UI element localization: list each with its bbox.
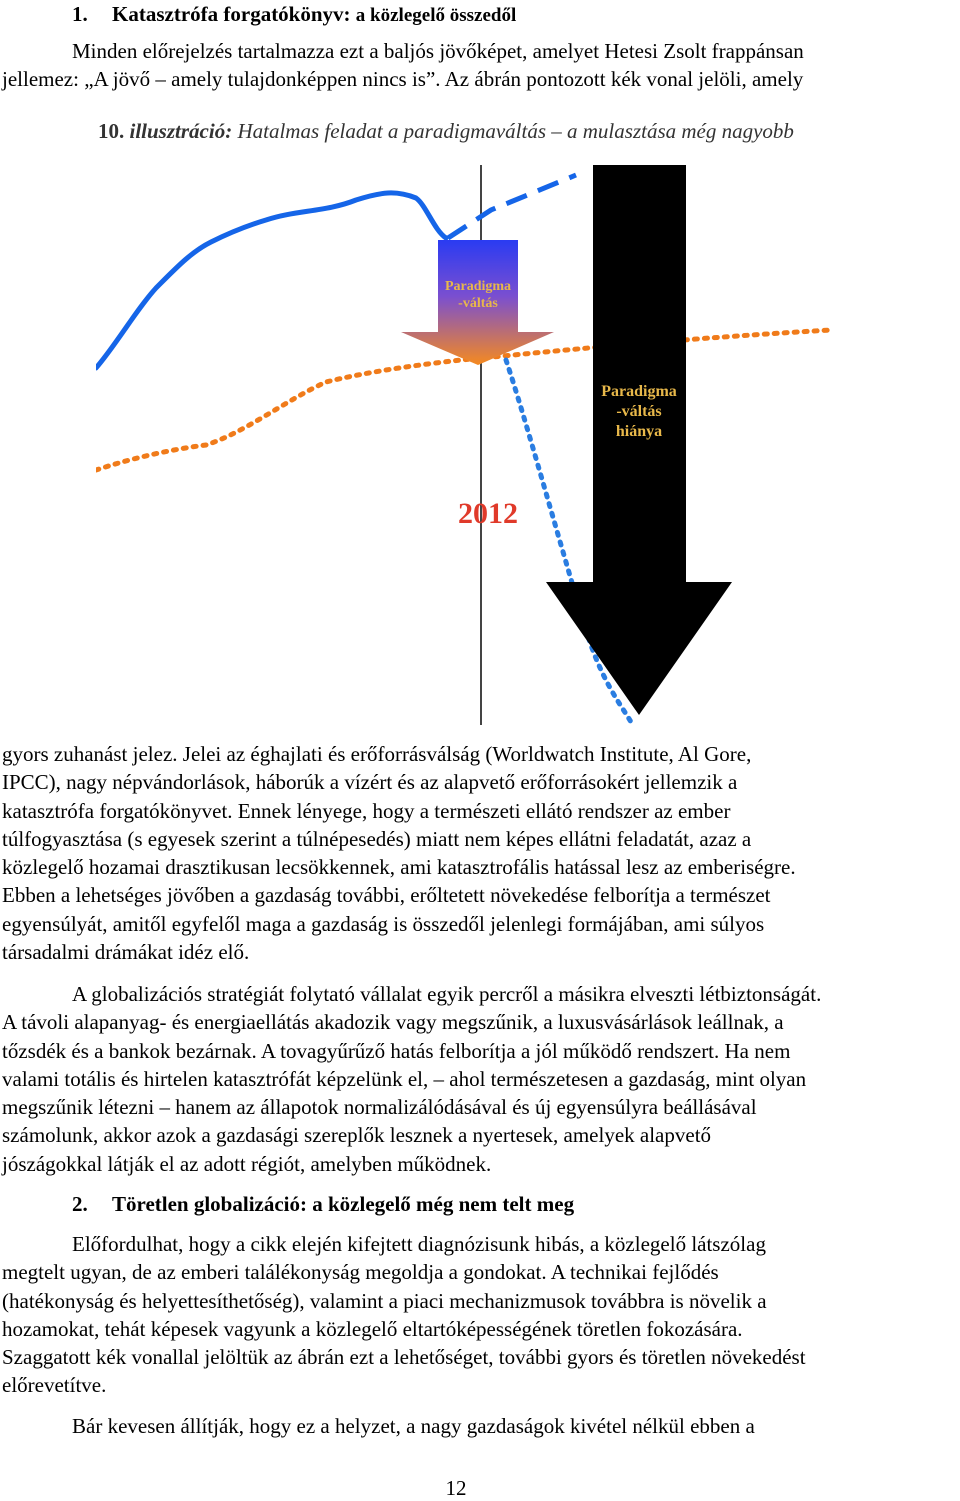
p3-line: előrevetítve.	[2, 1373, 107, 1398]
caption-number: 10.	[98, 119, 125, 143]
arrow-label-2: -váltás	[616, 403, 662, 420]
p2-line: számolunk, akkor azok a gazdasági szereplők lesznek a nyertesek, amelyek alapvető	[2, 1123, 712, 1148]
p3-line: megtelt ugyan, de az emberi találékonyság megoldja a gondokat. A technikai fejlődés	[2, 1260, 719, 1285]
p2-line: A távoli alapanyag- és energiaellátás akadozik vagy megszűnik, a luxusvásárlások leállnak, a	[2, 1010, 784, 1035]
section-1-title-rest: a közlegelő összedől	[355, 5, 517, 26]
p2-line: A globalizációs stratégiát folytató vállalat egyik percről a másikra elveszti létbiztonságát.	[72, 982, 822, 1006]
section-2-heading	[72, 1192, 574, 1217]
section-2-title: Töretlen globalizáció: a közlegelő még nem telt meg	[112, 1192, 575, 1216]
p2-line: tőzsdék és a bankok bezárnak. A tovagyűrűző hatás felborítja a jól működő rendszert. Ha nem	[2, 1038, 791, 1063]
year-label: 2012	[458, 497, 518, 530]
paragraph-2	[2, 980, 957, 1178]
intro-paragraph	[2, 37, 957, 94]
intro-line-2: jellemez: „A jövő – amely tulajdonképpen nincs is”. Az ábrán pontozott kék vonal jelöli, amely	[2, 67, 804, 92]
section-1-heading	[72, 2, 516, 27]
p4-line: Bár kevesen állítják, hogy ez a helyzet, a nagy gazdaságok kivétel nélkül ebben a	[72, 1414, 755, 1438]
blue-dashed-growth-line	[448, 175, 576, 238]
caption-text: Hatalmas feladat a paradigmaváltás – a mulasztása még nagyobb	[232, 119, 794, 143]
page-number: 12	[445, 1476, 467, 1500]
intro-line-1: Minden előrejelzés tartalmazza ezt a baljós jövőképet, amelyet Hetesi Zsolt frappánsan	[72, 39, 804, 63]
section-1-title-bold: Katasztrófa forgatókönyv:	[112, 2, 356, 26]
p1-line: katasztrófa forgatókönyvet. Ennek lényege, hogy a természeti ellátó rendszer az ember	[2, 798, 731, 823]
p1-line: Ebben a lehetséges jövőben a gazdaság további, erőltetett növekedése felborítja a természet	[2, 883, 771, 908]
collapse-arrow	[546, 165, 732, 715]
paragraph-4	[2, 1412, 957, 1440]
p1-line: IPCC), nagy népvándorlások, háborúk a vízért és az alapvető erőforrásokért jellemzik a	[2, 770, 738, 795]
paragraph-1	[2, 740, 957, 966]
p3-line: Szaggatott kék vonallal jelöltük az ábrán ezt a lehetőséget, további gyors és töretlen növekedést	[2, 1345, 806, 1370]
p3-line: (hatékonyság és helyettesíthetőség), valamint a piaci mechanizmusok továbbra is növelik a	[2, 1288, 767, 1313]
p3-line: Előfordulhat, hogy a cikk elején kifejtett diagnózisunk hibás, a közlegelő látszólag	[72, 1232, 766, 1256]
section-1-number: 1.	[72, 2, 88, 26]
box-label-1: Paradigma	[444, 279, 512, 294]
p2-line: valami totális és hirtelen katasztrófát képzelünk el, – ahol természetesen a gazdaság, mint olyan	[2, 1066, 807, 1091]
figure-caption	[98, 119, 794, 144]
p1-line: egyensúlyát, amitől egyfelől maga a gazdaság is összedől jelenlegi formájában, ami súlyos	[2, 911, 765, 936]
p1-line: társadalmi drámákat idéz elő.	[2, 940, 250, 965]
arrow-label-3: hiánya	[615, 423, 663, 440]
p2-line: megszűnik létezni – hanem az állapotok normalizálódásával és új egyensúlyra beállásával	[2, 1095, 757, 1120]
p1-line: gyors zuhanást jelez. Jelei az éghajlati és erőforrásválság (Worldwatch Institute, Al Gore,	[2, 742, 752, 766]
box-label-2: -váltás	[458, 296, 498, 311]
caption-label: illusztráció:	[124, 119, 233, 143]
p3-line: hozamokat, tehát képesek vagyunk a közlegelő eltartóképességének töretlen fokozására.	[2, 1316, 743, 1341]
p2-line: jószágokkal látják el az adott régiót, amelyben működnek.	[2, 1151, 492, 1176]
arrow-label-1: Paradigma	[601, 383, 677, 400]
paradigm-shift-figure	[96, 160, 836, 725]
p1-line: túlfogyasztása (s egyesek szerint a túlnépesedés) miatt nem képes ellátni feladatát, azaz a	[2, 826, 752, 851]
p1-line: közlegelő hozamai drasztikusan lecsökkennek, ami katasztrofális hatással lesz az emberiségre.	[2, 855, 796, 880]
paragraph-3	[2, 1230, 957, 1400]
blue-growth-line	[96, 193, 446, 368]
section-2-number: 2.	[72, 1192, 88, 1216]
